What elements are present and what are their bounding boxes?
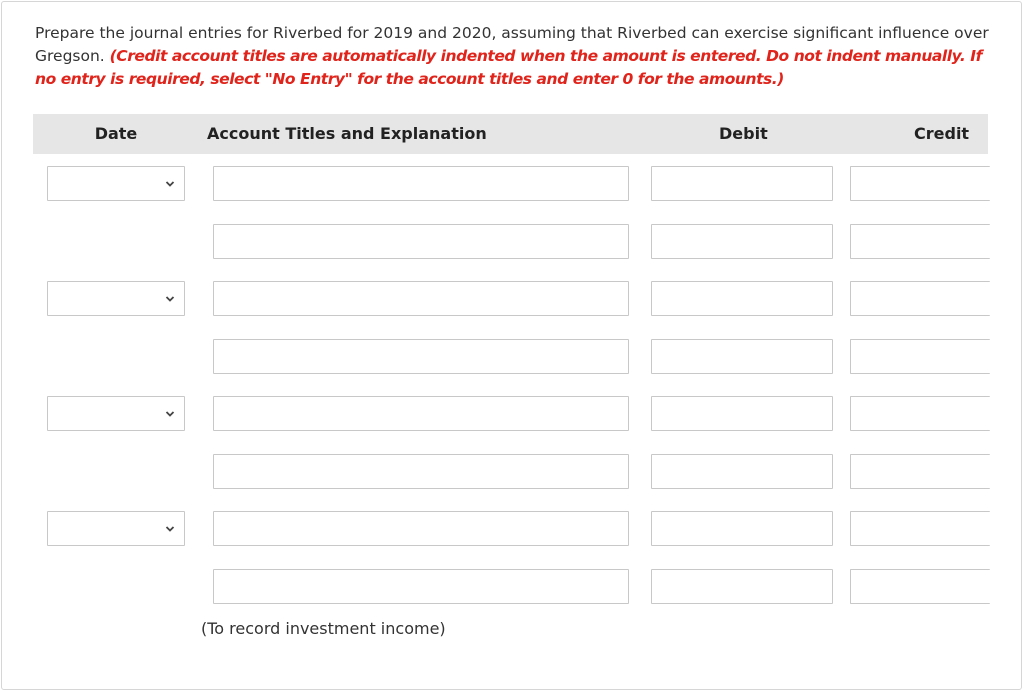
credit-input[interactable]: [850, 454, 990, 489]
credit-input[interactable]: [850, 339, 990, 374]
date-select[interactable]: [47, 396, 185, 431]
memo-text: (To record investment income): [201, 619, 446, 638]
chevron-down-icon: [165, 294, 175, 304]
instructions-note: (Credit account titles are automatically indented when the amount is entered. Do not indent manually. If no entry is required, select "No Entry" for the account titles and enter 0 for the amounts.): [35, 47, 982, 88]
account-title-input[interactable]: [213, 454, 629, 489]
account-title-input[interactable]: [213, 396, 629, 431]
debit-input[interactable]: [651, 166, 833, 201]
instructions: [35, 22, 995, 91]
debit-input[interactable]: [651, 339, 833, 374]
account-title-input[interactable]: [213, 166, 629, 201]
chevron-down-icon: [165, 524, 175, 534]
date-select[interactable]: [47, 511, 185, 546]
instructions-text: Prepare the journal entries for Riverbed for 2019 and 2020, assuming that Riverbed can exercise significant influence over Gregson.: [35, 24, 989, 65]
header-debit: Debit: [719, 124, 768, 143]
debit-input[interactable]: [651, 511, 833, 546]
chevron-down-icon: [165, 409, 175, 419]
credit-input[interactable]: [850, 224, 990, 259]
journal-table-header: [33, 114, 988, 154]
debit-input[interactable]: [651, 569, 833, 604]
account-title-input[interactable]: [213, 281, 629, 316]
credit-input[interactable]: [850, 569, 990, 604]
header-credit: Credit: [914, 124, 970, 143]
debit-input[interactable]: [651, 224, 833, 259]
header-date: Date: [94, 124, 138, 143]
chevron-down-icon: [165, 179, 175, 189]
date-select[interactable]: [47, 166, 185, 201]
debit-input[interactable]: [651, 454, 833, 489]
header-account-titles: Account Titles and Explanation: [207, 124, 487, 143]
credit-input[interactable]: [850, 396, 990, 431]
account-title-input[interactable]: [213, 224, 629, 259]
credit-input[interactable]: [850, 281, 990, 316]
debit-input[interactable]: [651, 281, 833, 316]
credit-input[interactable]: [850, 511, 990, 546]
account-title-input[interactable]: [213, 569, 629, 604]
debit-input[interactable]: [651, 396, 833, 431]
credit-input[interactable]: [850, 166, 990, 201]
date-select[interactable]: [47, 281, 185, 316]
account-title-input[interactable]: [213, 339, 629, 374]
account-title-input[interactable]: [213, 511, 629, 546]
